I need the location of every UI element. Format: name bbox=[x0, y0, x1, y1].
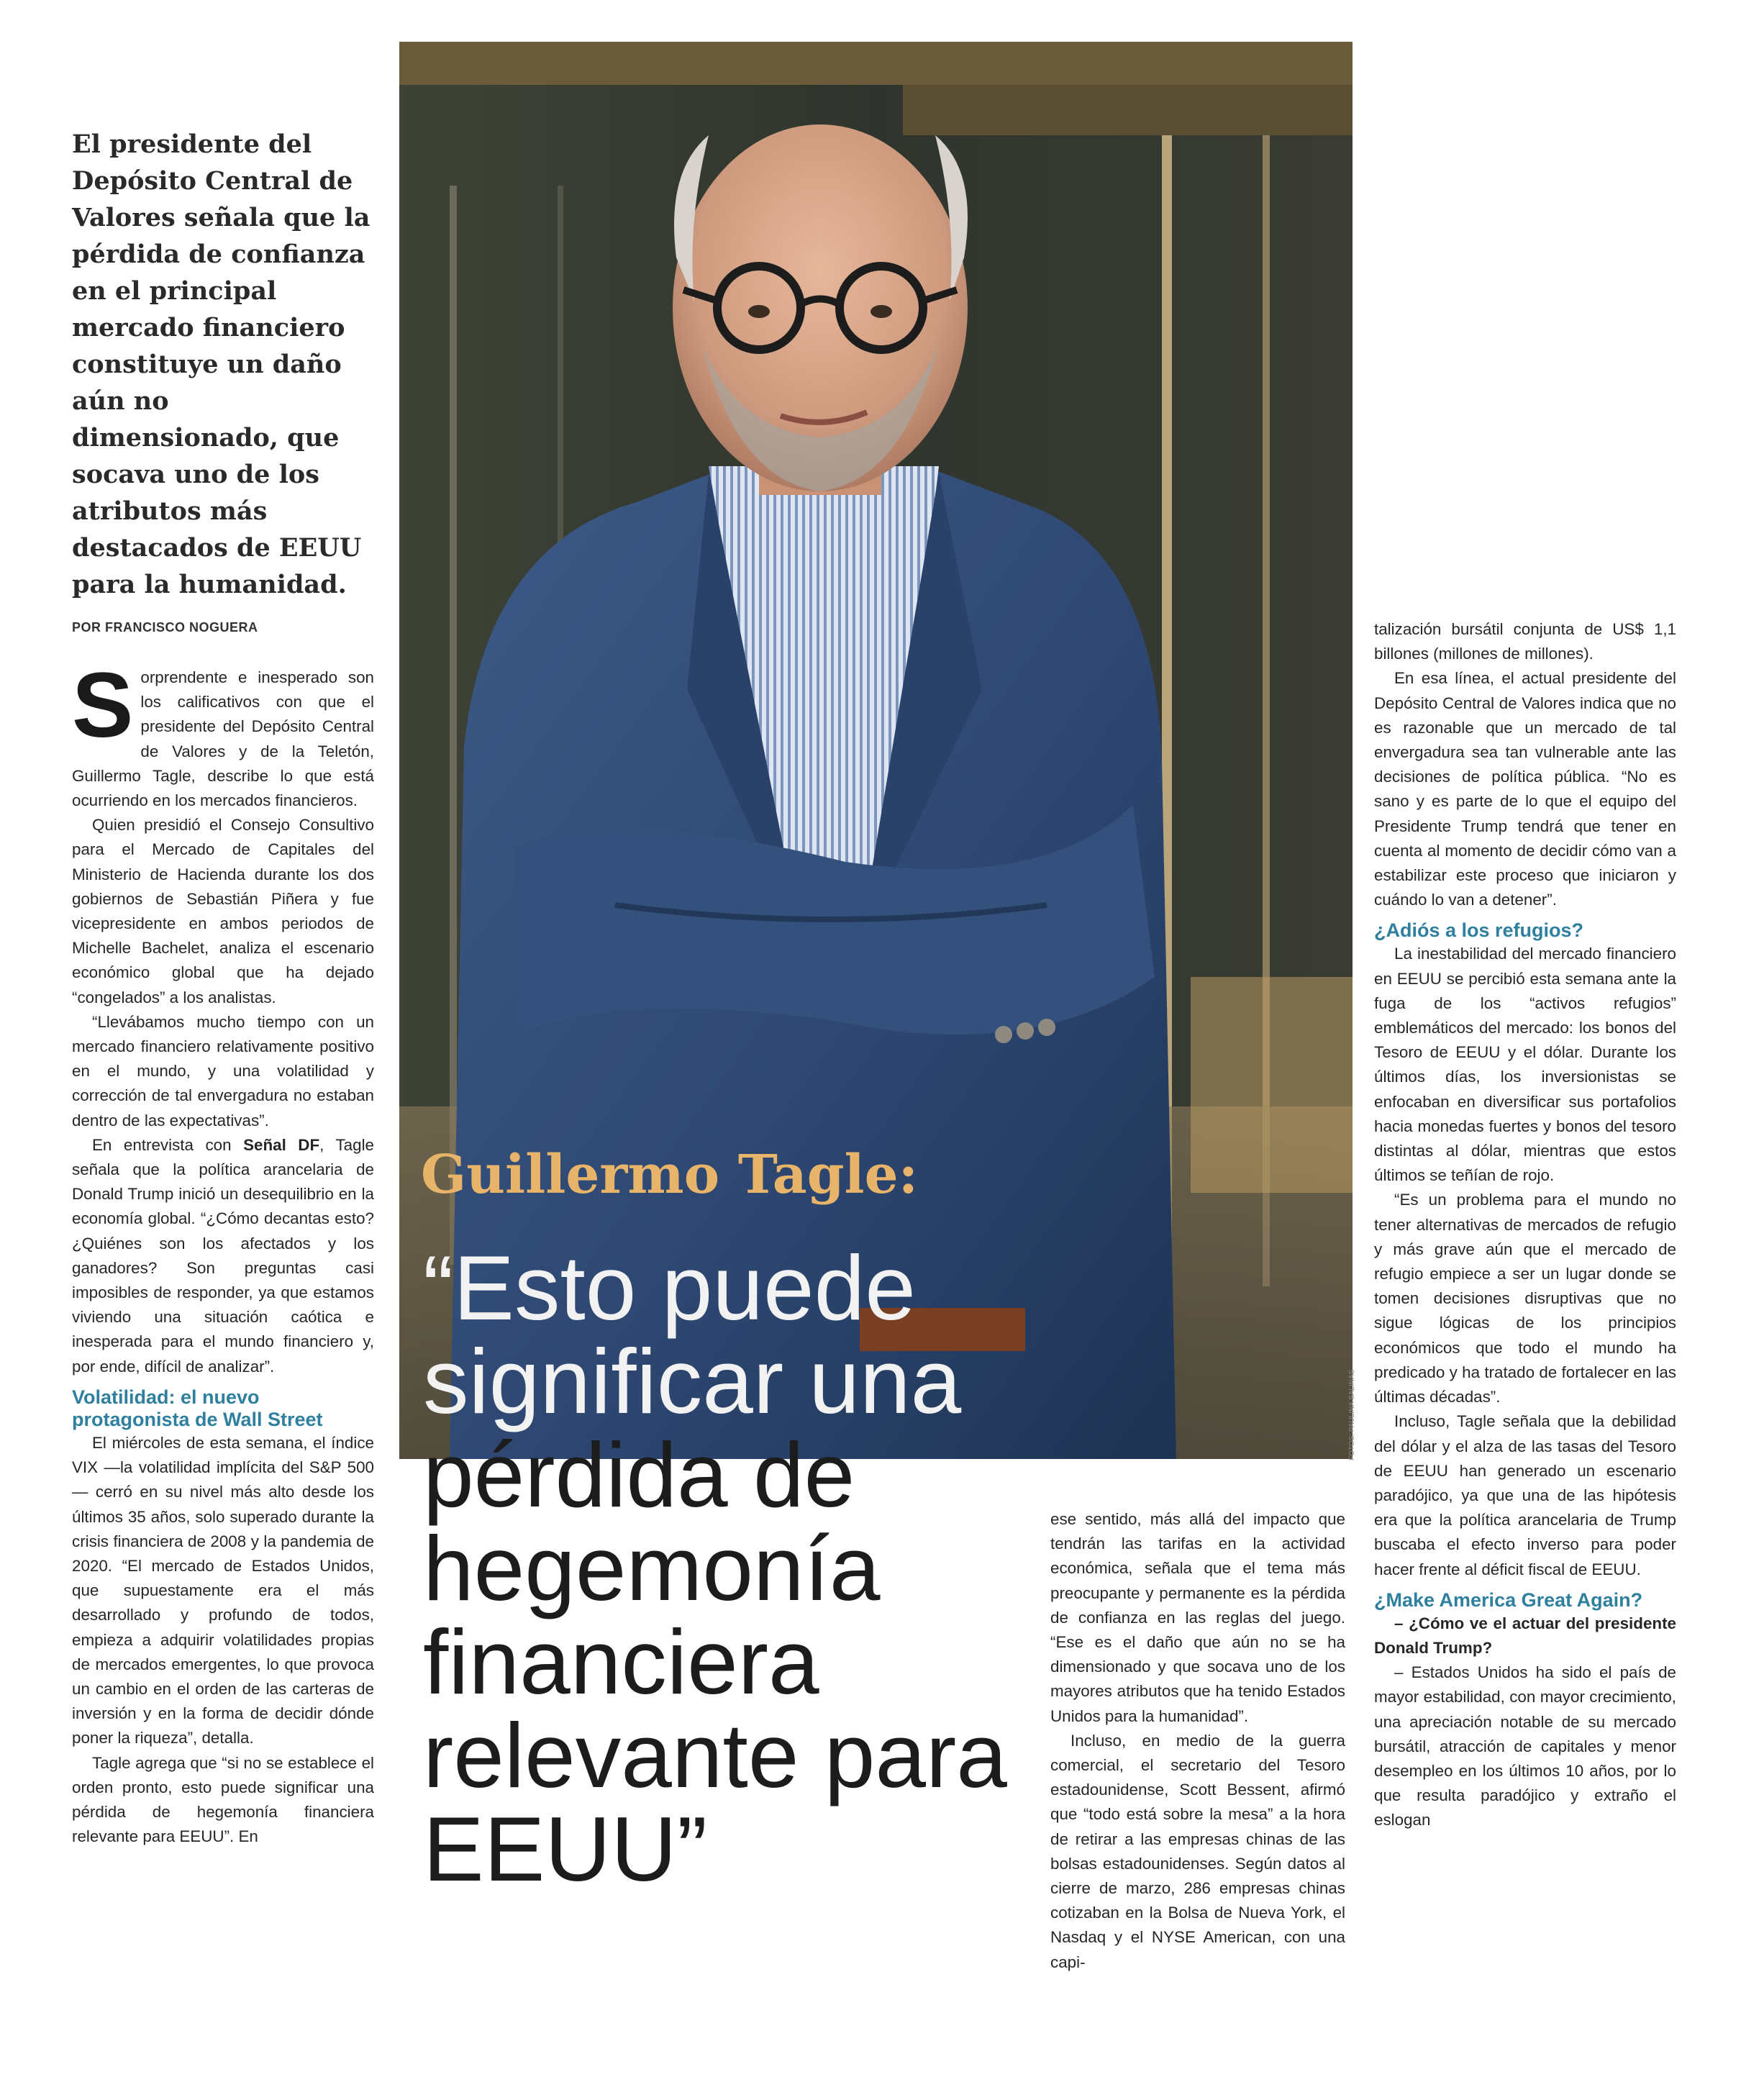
drop-cap: S bbox=[72, 665, 134, 757]
paragraph: Sorprendente e inesperado son los calificativos con que el presidente del Depósito Central de Valores y de la Teletón, Guillermo Tagle, describe lo que está ocurriendo en los mercados financieros. bbox=[72, 665, 374, 810]
photo-credit: FOTOS: PAULINA SALINAS bbox=[1348, 1369, 1356, 1460]
body-column-4 bbox=[1374, 617, 1676, 2006]
section-heading: ¿Make America Great Again? bbox=[1374, 1588, 1643, 1611]
paragraph: El miércoles de esta semana, el índice VIX —la volatilidad implícita del S&P 500— cerró en su nivel más alto desde los últimos 35 años, solo superado durante la crisis financiera de 2008 y la pandemia de 2020. “El mercado de Estados Unidos, que supuestamente era el más desarrollado y profundo de todos, empieza a adquirir volatilidades propias de mercados emergentes, lo que provoca un cambio en el orden de las carteras de inversión y en la forma de decidir dónde poner la riqueza”, detalla. bbox=[72, 1433, 374, 1747]
quote-open-mark: “ bbox=[423, 1237, 454, 1339]
paragraph: Tagle agrega que “si no se establece el orden pronto, esto puede significar una pérdida de hegemonía financiera relevante para EEUU”. En bbox=[72, 1753, 374, 1846]
quote-rest: pérdida de hegemonía financiera relevante para EEUU” bbox=[423, 1424, 1007, 1900]
headline-name: Guillermo Tagle: bbox=[421, 1144, 919, 1206]
paragraph: Quien presidió el Consejo Consultivo para el Mercado de Capitales del Ministerio de Hacienda durante los dos gobiernos de Sebastián Piñera y fue vicepresidente en ambos periodos de Michelle Bachelet, analiza el escenario económico global que ha dejado “congelados” a los analistas. bbox=[72, 816, 374, 1006]
paragraph: Incluso, en medio de la guerra comercial, el secretario del Tesoro estadounidense, Scott Bessent, afirmó que “todo está sobre la mesa” a la hora de retirar a las empresas chinas de las bolsas estadounidenses. Según datos al cierre de marzo, 286 empresas chinas cotizaban en la Bolsa de Nueva York, el Nasdaq y el NYSE American, con una capi- bbox=[1050, 1731, 1345, 1971]
quote-line-1: Esto puede bbox=[453, 1237, 916, 1339]
section-heading: Volatilidad: el nuevo protagonista de Wall Street bbox=[72, 1386, 323, 1430]
paragraph: “Es un problema para el mundo no tener alternativas de mercados de refugio y más grave aún que el mercado de refugio empiece a ser un lugar donde se tomen decisiones disruptivas que no sigue lógicas de los principios económicos que todo el mundo ha predicado y ha tratado de fortalecer en las últimas décadas”. bbox=[1374, 1191, 1676, 1406]
paragraph: En esa línea, el actual presidente del Depósito Central de Valores indica que no es razonable que un mercado de tal envergadura sea tan vulnerable ante las decisiones de política pública. “No es sano y es parte de lo que el equipo del Presidente Trump tendrá que tener en cuenta al momento de decidir cómo van a estabilizar este proceso que iniciaron y cuándo lo van a detener”. bbox=[1374, 669, 1676, 909]
paragraph: “Llevábamos mucho tiempo con un mercado financiero relativamente positivo en el mundo, y una volatilidad y corrección de tal envergadura no estaban dentro de las expectativas”. bbox=[72, 1012, 374, 1129]
headline-quote bbox=[423, 1237, 1056, 1900]
body-column-1 bbox=[72, 665, 374, 2004]
paragraph: En entrevista con Señal DF, Tagle señala que la política arancelaria de Donald Trump inició un desequilibrio en la economía global. “¿Cómo decantas esto? ¿Quiénes son los afectados y los ganadores? Son preguntas casi imposibles de responder, ya que estamos viviendo una situación caótica e inesperada para el mundo financiero y, por ende, difícil de analizar”. bbox=[72, 1135, 374, 1376]
paragraph: talización bursátil conjunta de US$ 1,1 billones (millones de millones). bbox=[1374, 620, 1676, 663]
paragraph: ese sentido, más allá del impacto que tendrán las tarifas en la actividad económica, señala que el tema más preocupante y permanente es la pérdida de confianza en las reglas del juego. “Ese es el daño que aún no se ha dimensionado y que socava uno de los mayores atributos que ha tenido Estados Unidos para la humanidad”. bbox=[1050, 1510, 1345, 1725]
paragraph: La inestabilidad del mercado financiero en EEUU se percibió esta semana ante la fuga de los “activos refugios” emblemáticos del mercado: los bonos del Tesoro de EEUU y el dólar. Durante los últimos días, los inversionistas se enfocaban en diversificar sus portafolios hacia monedas fuertes y bonos del tesoro distintas al dólar, mientras que estos últimos se teñían de rojo. bbox=[1374, 945, 1676, 1185]
body-column-3 bbox=[1050, 1507, 1345, 2004]
section-heading: ¿Adiós a los refugios? bbox=[1374, 919, 1584, 942]
quote-line-2: significar una bbox=[423, 1330, 962, 1432]
interview-question: – ¿Cómo ve el actuar del presidente Donald Trump? bbox=[1374, 1614, 1676, 1657]
article-deck: El presidente del Depósito Central de Valores señala que la pérdida de confianza en el principal mercado financiero constituye un daño aún no dimensionado, que socava uno de los atributos más destacados de EEUU para la humanidad. bbox=[72, 129, 371, 599]
paragraph: Incluso, Tagle señala que la debilidad del dólar y el alza de las tasas del Tesoro de EEUU han generado un escenario paradójico, ya que una de las hipótesis era que la política arancelaria de Trump buscaba el efecto inverso para poder hacer frente al déficit fiscal de EEUU. bbox=[1374, 1412, 1676, 1578]
byline: POR FRANCISCO NOGUERA bbox=[72, 620, 258, 635]
interview-answer: – Estados Unidos ha sido el país de mayor estabilidad, con mayor crecimiento, una apreciación notable de su mercado bursátil, atracción de capitales y menor desempleo en los últimos 10 años, por lo que resulta paradójico y extraño el eslogan bbox=[1374, 1663, 1676, 1829]
publication-name: Señal DF bbox=[243, 1135, 320, 1154]
